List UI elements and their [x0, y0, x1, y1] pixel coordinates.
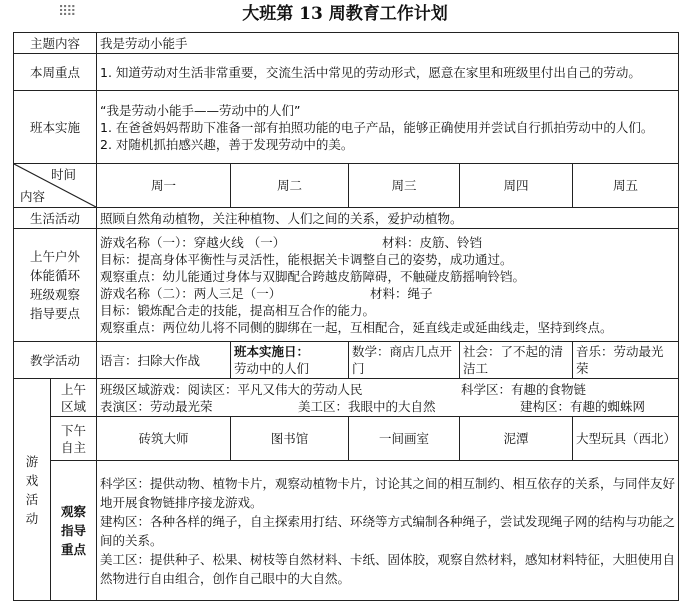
day-header-fri: 周五: [573, 164, 679, 208]
morning-label-line: 区域: [61, 398, 87, 414]
game1-name: 游戏名称（一）：穿越火线 （一）: [100, 235, 286, 250]
page-title: 大班第 13 周教育工作计划: [242, 4, 448, 24]
observe-science: 科学区：提供动物、植物卡片，观察动植物卡片，讨论其之间的相互制约、相互依存的关系，与同伴友好地开展食物链排序接龙游戏。: [100, 475, 676, 510]
afternoon-mon: 砖筑大师: [97, 417, 231, 461]
theme-label: 主题内容: [14, 33, 97, 54]
games-label-char: 活: [25, 491, 39, 507]
science-area: 科学区：有趣的食物链: [461, 381, 587, 397]
outdoor-row: [14, 229, 679, 342]
art-area: 美工区：我眼中的大自然: [298, 398, 436, 414]
games-label-char: 戏: [25, 472, 39, 488]
construction-area: 建构区：有趣的蜘蛛网: [520, 398, 646, 414]
afternoon-label-line: 下午: [61, 422, 87, 438]
teaching-row: [14, 342, 679, 379]
afternoon-wed: 一间画室: [349, 417, 460, 461]
game1-material: 材料：皮筋、铃铛: [382, 235, 483, 250]
observe-construction: 建构区：各种各样的绳子，自主探索用打结、环绕等方式编制各种绳子，尝试发现绳子网的结构与功能之间的关系。: [100, 513, 676, 548]
morning-area-label: [51, 379, 97, 417]
observe-label-line: 观察: [61, 504, 87, 519]
class-impl-line: “我是劳动小能手——劳动中的人们”: [100, 102, 301, 118]
drag-handle-icon[interactable]: ⠿⠿: [58, 4, 75, 20]
class-impl-label: 班本实施: [14, 91, 97, 164]
morning-area-line-1: [100, 381, 675, 398]
focus-text: 1. 知道劳动对生活非常重要，交流生活中常见的劳动形式，愿意在家里和班级里付出自己的劳动。: [97, 54, 679, 91]
games-label-char: 动: [25, 510, 39, 526]
class-impl-row: [14, 91, 679, 164]
game2-line: [100, 285, 675, 302]
class-impl-line: 2. 对随机抓拍感兴趣，善于发现劳动中的美。: [100, 136, 354, 152]
day-header-thu: 周四: [460, 164, 573, 208]
outdoor-label-line: 上午户外: [30, 249, 81, 264]
morning-area-row: [14, 379, 679, 417]
games-label-char: 游: [25, 453, 39, 469]
focus-row: [14, 54, 679, 91]
game2-name: 游戏名称（二）：两人三足（一）: [100, 286, 282, 301]
observe-label-line: 指导: [61, 523, 87, 538]
outdoor-label-line: 指导要点: [30, 306, 81, 321]
morning-label-line: 上午: [61, 381, 87, 397]
afternoon-label: [51, 417, 97, 461]
observe-row: [14, 461, 679, 601]
day-header-tue: 周二: [231, 164, 349, 208]
teaching-fri: 音乐：劳动最光荣: [573, 342, 679, 379]
life-text: 照顾自然角动植物，关注种植物、人们之间的关系，爱护动植物。: [97, 208, 679, 229]
game2-observe: 观察重点：两位幼儿将不同侧的脚绑在一起，互相配合，延直线走或延曲线走，坚持到终点。: [100, 320, 613, 335]
theme-row: [14, 33, 679, 54]
teaching-tue-heading: 班本实施日：: [234, 344, 310, 359]
teaching-tue-text: 劳动中的人们: [234, 361, 310, 376]
teaching-label: 教学活动: [14, 342, 97, 379]
observe-label: [51, 461, 97, 601]
afternoon-row: [14, 417, 679, 461]
focus-label: 本周重点: [14, 54, 97, 91]
afternoon-tue: 图书馆: [231, 417, 349, 461]
class-impl-content: [97, 91, 679, 164]
performance-area: 表演区：劳动最光荣: [100, 398, 213, 414]
corner-time-label: 时间: [51, 167, 77, 182]
outdoor-label: [14, 229, 97, 342]
theme-value: 我是劳动小能手: [97, 33, 679, 54]
morning-area-content: [97, 379, 679, 417]
observe-content: [97, 461, 679, 601]
afternoon-fri: 大型玩具（西北）: [573, 417, 679, 461]
day-header-wed: 周三: [349, 164, 460, 208]
reading-area: 班级区域游戏：阅读区：平凡又伟大的劳动人民: [100, 381, 363, 397]
class-impl-line: 1. 在爸爸妈妈帮助下准备一部有拍照功能的电子产品，能够正确使用并尝试自行抓拍劳动中的人们。: [100, 119, 654, 135]
observe-art: 美工区：提供种子、松果、树枝等自然材料、卡纸、固体胶，观察自然材料，感知材料特征，大胆使用自然物进行自由组合，创作自己眼中的大自然。: [100, 551, 676, 586]
game1-line: [100, 234, 675, 251]
game2-material: 材料：绳子: [370, 286, 433, 301]
afternoon-label-line: 自主: [61, 439, 87, 455]
header-row: [14, 164, 679, 208]
game1-goal: 目标：提高身体平衡性与灵活性，能根据关卡调整自己的姿势，成功通过。: [100, 252, 513, 267]
game1-observe: 观察重点：幼儿能通过身体与双脚配合跨越皮筋障碍，不触碰皮筋摇响铃铛。: [100, 269, 526, 284]
teaching-thu: 社会：了不起的清洁工: [460, 342, 573, 379]
teaching-mon: 语言：扫除大作战: [97, 342, 231, 379]
life-label: 生活活动: [14, 208, 97, 229]
outdoor-content: [97, 229, 679, 342]
corner-content-label: 内容: [20, 189, 46, 204]
outdoor-label-line: 体能循环: [30, 268, 81, 283]
plan-table: [13, 32, 679, 601]
life-row: [14, 208, 679, 229]
game2-goal: 目标：锻炼配合走的技能，提高相互合作的能力。: [100, 303, 376, 318]
teaching-tue: [231, 342, 349, 379]
day-header-mon: 周一: [97, 164, 231, 208]
observe-label-line: 重点: [61, 542, 87, 557]
games-label: [14, 379, 51, 601]
corner-cell: [14, 164, 97, 208]
morning-area-line-2: [100, 398, 675, 415]
teaching-wed: 数学：商店几点开门: [349, 342, 460, 379]
outdoor-label-line: 班级观察: [30, 287, 81, 302]
afternoon-thu: 泥潭: [460, 417, 573, 461]
